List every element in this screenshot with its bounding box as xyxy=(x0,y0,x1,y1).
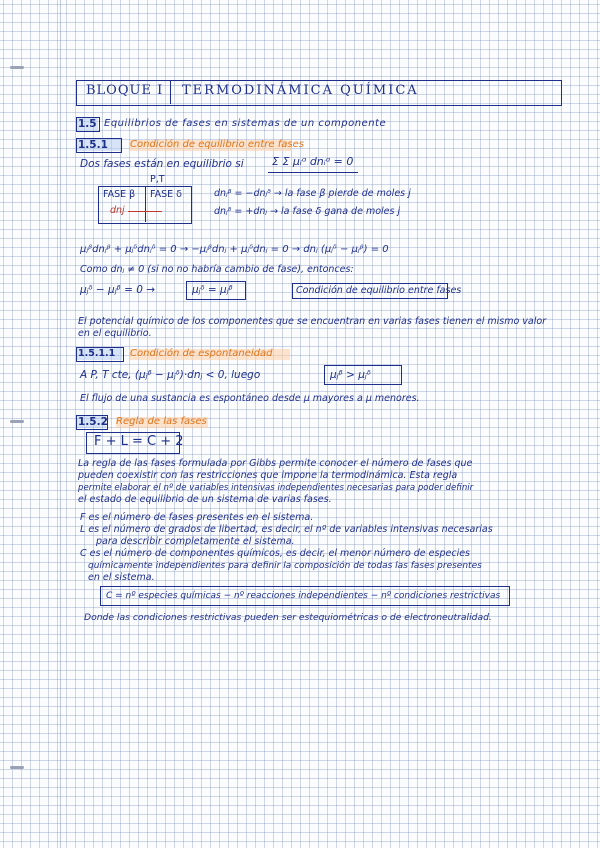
bullet-C-cont: en el sistema. xyxy=(88,572,155,583)
phase-beta-label: FASE β xyxy=(103,189,136,200)
rule-paragraph-line: La regla de las fases formulada por Gibbs permite conocer el número de fases que xyxy=(78,458,473,469)
binder-mark xyxy=(10,420,24,423)
margin-line xyxy=(60,0,61,848)
section-number: 1.5 xyxy=(78,118,97,130)
rule-paragraph-line: el estado de equilibrio de un sistema de varias fases. xyxy=(78,494,332,505)
spontaneity-line: A P, T cte, (μⱼᵝ − μⱼᵟ)·dnⱼ < 0, luego xyxy=(80,369,261,381)
rule-paragraph-line: pueden coexistir con las restricciones que impone la termodinámica. Esta regla xyxy=(78,470,458,481)
section-number: 1.5.1 xyxy=(78,139,108,151)
bullet-F: F es el número de fases presentes en el sistema. xyxy=(80,512,314,523)
rule-paragraph-line: permite elaborar el nº de variables intensivas independientes necesarias para poder definir xyxy=(78,483,474,493)
equation-3-box: μⱼᵟ = μⱼᵝ xyxy=(192,284,233,296)
equation-3-note: Condición de equilibrio entre fases xyxy=(296,285,462,296)
paragraph-equilibrium: El potencial químico de los componentes que se encuentran en varias fases tienen el mismo valor en el equilibrio. xyxy=(78,316,547,339)
section-number: 1.5.2 xyxy=(78,416,108,428)
bullet-L: L es el número de grados de libertad, es decir, el nº de variables intensivas necesarias xyxy=(80,524,493,535)
equation-2: Como dnⱼ ≠ 0 (si no no habría cambio de fase), entonces: xyxy=(80,264,354,275)
binder-mark xyxy=(10,766,24,769)
bullet-C: C es el número de componentes químicos, es decir, el menor número de especies xyxy=(80,548,470,559)
section-title: Condición de equilibrio entre fases xyxy=(130,139,304,150)
section-title: Equilibrios de fases en sistemas de un componente xyxy=(104,118,387,129)
components-formula: C = nº especies químicas − nº reacciones independientes − nº condiciones restrictivas xyxy=(106,591,501,601)
diagram-top-label: P,T xyxy=(150,174,165,185)
relation-1: dnⱼᵝ = −dnⱼᵟ → la fase β pierde de moles j xyxy=(214,188,411,199)
formula-underline xyxy=(268,172,358,173)
phase-boundary xyxy=(145,186,146,222)
relation-2: dnⱼᵟ = +dnⱼ → la fase δ gana de moles j xyxy=(214,206,401,217)
equation-3-left: μⱼᵟ − μⱼᵝ = 0 → xyxy=(80,284,156,296)
spontaneity-box-text: μⱼᵝ > μⱼᵟ xyxy=(330,369,371,381)
header-divider xyxy=(170,80,171,104)
final-statement: Donde las condiciones restrictivas pueden ser estequiométricas o de electroneutralidad. xyxy=(84,612,492,623)
phase-rule: F + L = C + 2 xyxy=(94,434,184,449)
bullet-L-cont: para describir completamente el sistema. xyxy=(96,536,295,547)
intro-formula: Σ Σ μᵢᵅ dnᵢᵅ = 0 xyxy=(272,155,354,168)
intro-text: Dos fases están en equilibrio si xyxy=(80,158,244,170)
flow-arrow xyxy=(128,211,162,212)
phase-delta-label: FASE δ xyxy=(150,189,182,200)
equation-1: μⱼᵝdnⱼᵝ + μⱼᵟdnⱼᵟ = 0 → −μⱼᵝdnⱼ + μⱼᵟdnⱼ = 0 → dnⱼ (μⱼᵟ − μⱼᵝ) = 0 xyxy=(80,244,389,255)
binder-mark xyxy=(10,66,24,69)
section-title: Regla de las fases xyxy=(116,416,207,427)
section-number: 1.5.1.1 xyxy=(78,348,116,359)
flow-statement: El flujo de una sustancia es espontáneo desde μ mayores a μ menores. xyxy=(80,393,420,404)
bullet-C-cont: químicamente independientes para definir la composición de todas las fases presentes xyxy=(88,561,482,571)
page-title: TERMODINÁMICA QUÍMICA xyxy=(182,83,419,98)
section-title: Condición de espontaneidad xyxy=(130,348,273,359)
block-label: BLOQUE I xyxy=(86,83,164,98)
dn-arrow-label: dnj xyxy=(110,205,125,216)
